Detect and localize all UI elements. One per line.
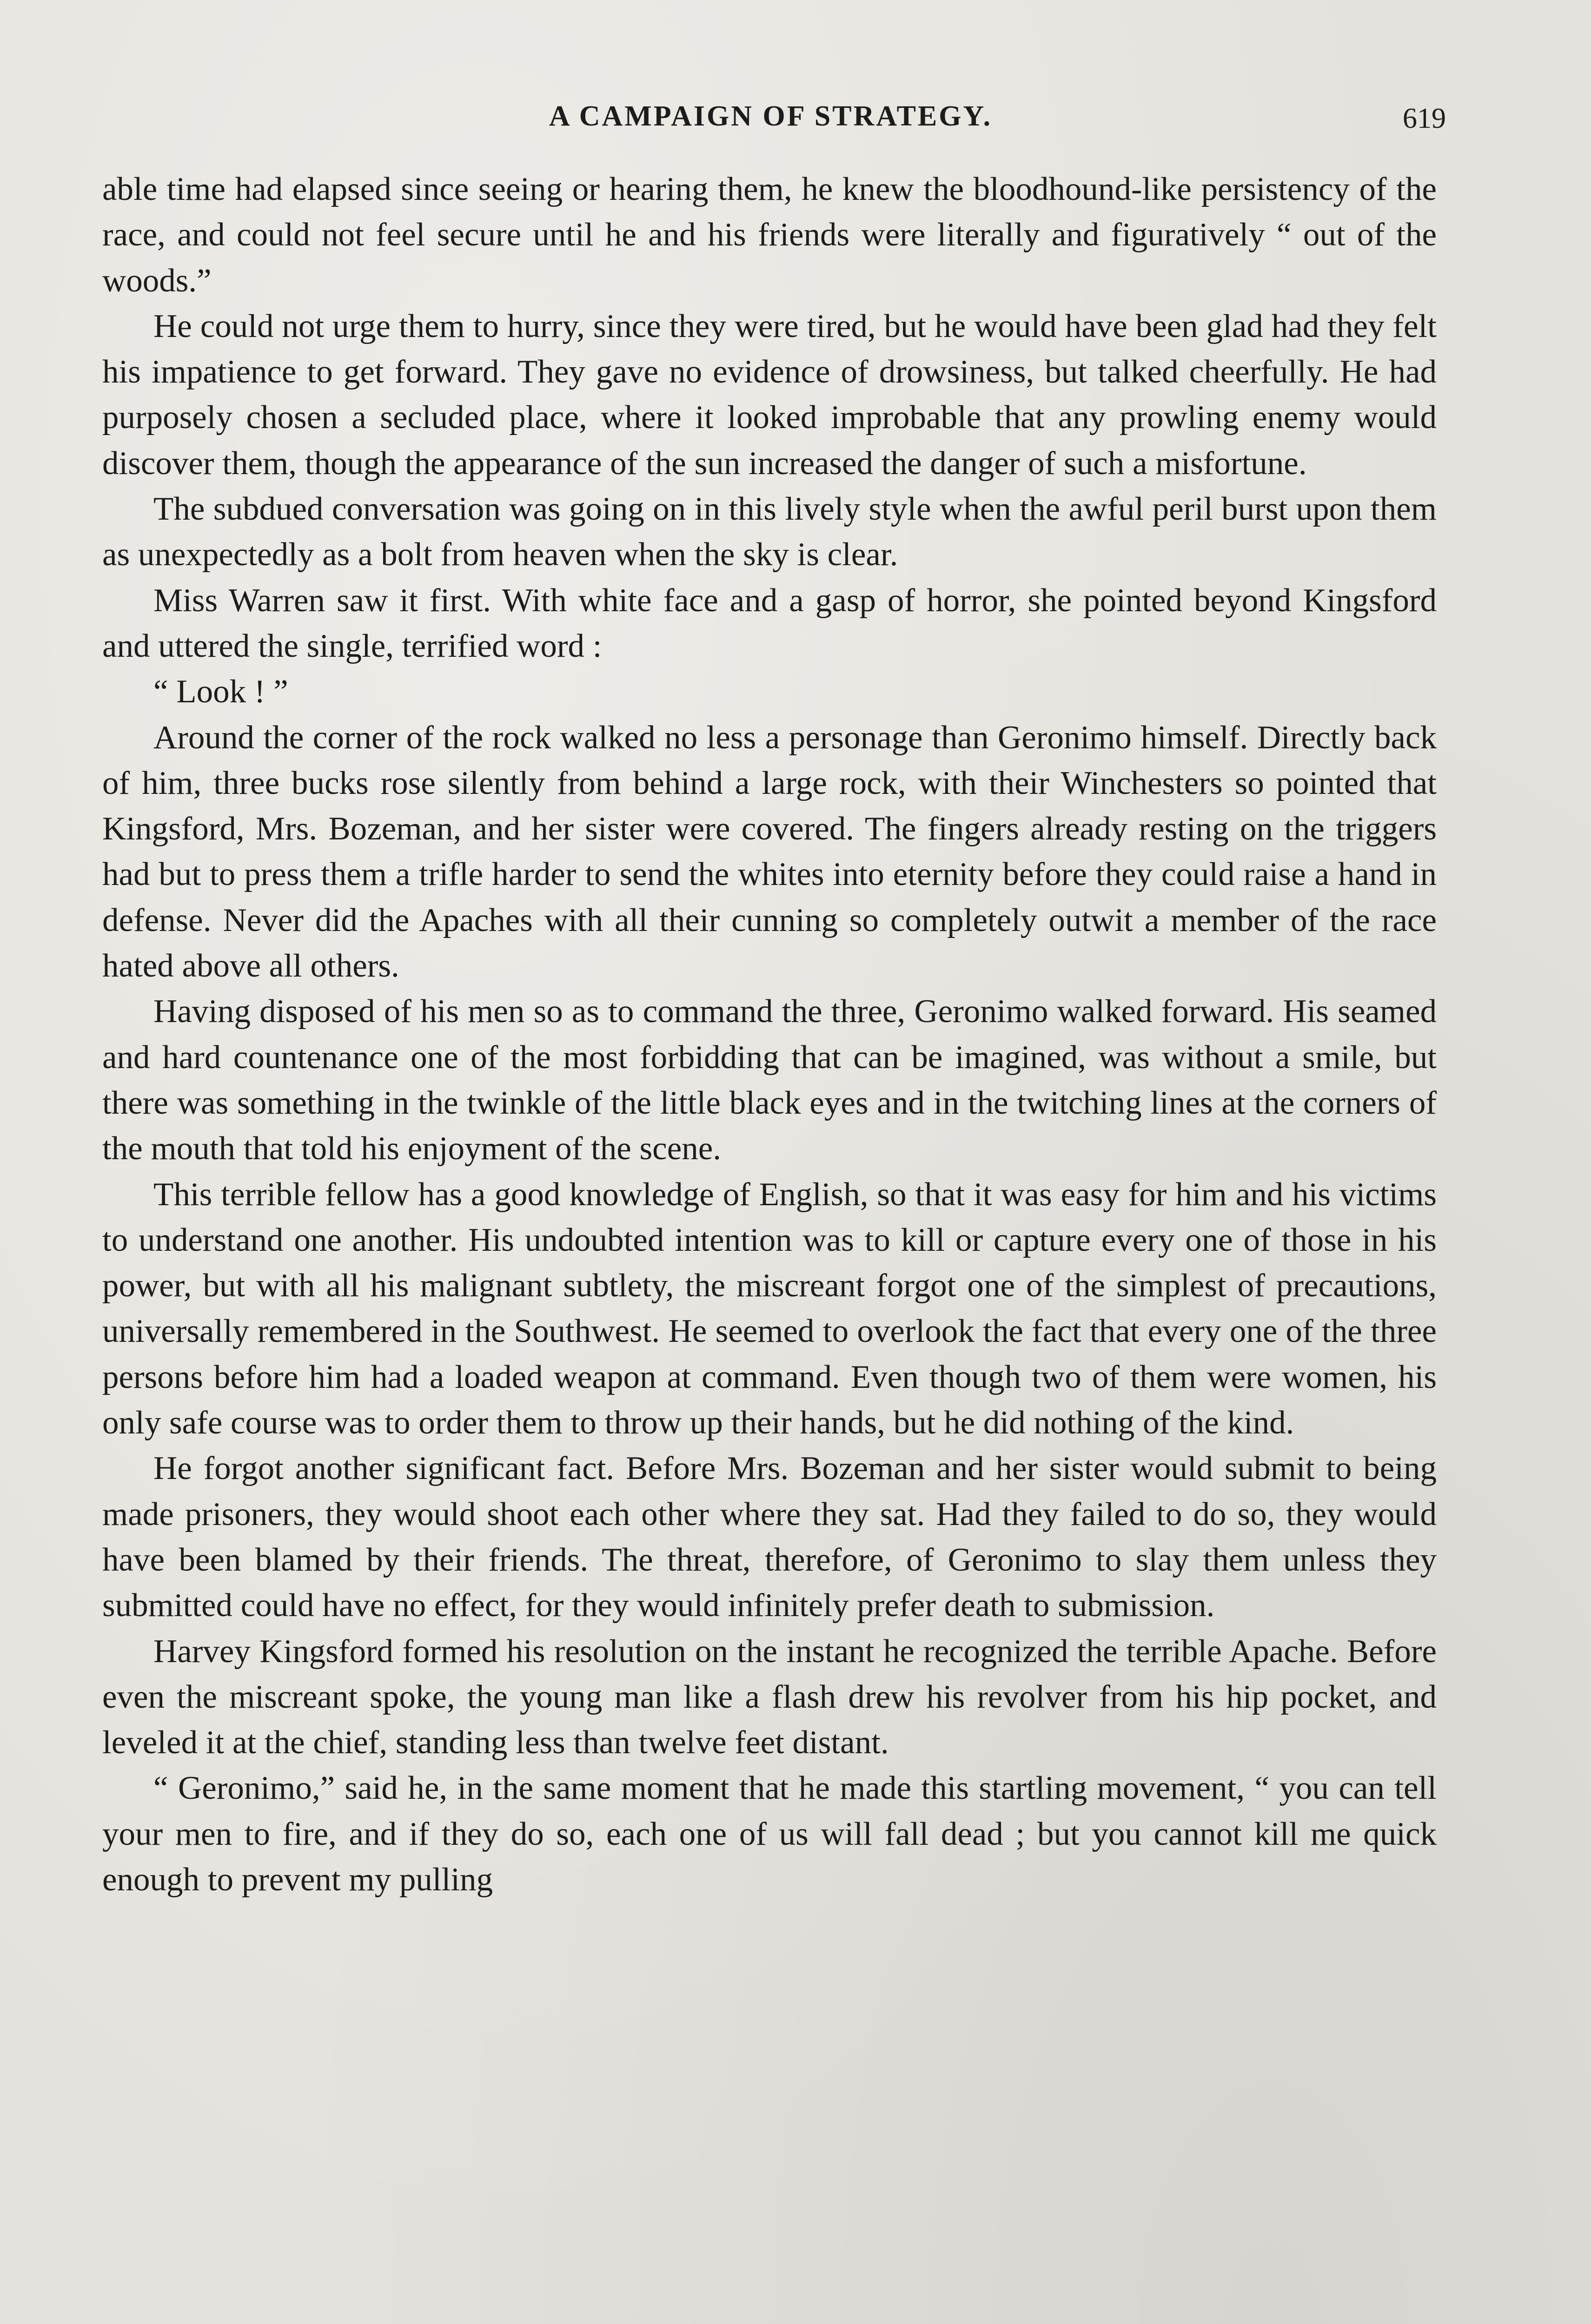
page-number: 619 (1403, 103, 1446, 134)
paragraph-2: He could not urge them to hurry, since they were tired, but he would have been glad had they felt his impatience to get forward. They gave no evidence of drowsiness, but talked cheerfully. He had purposely chosen a secluded place, where it looked improbable that any prowling enemy would discover them, though the appearance of the sun increased the danger of such a misfortune. (102, 308, 1437, 482)
body-text (102, 166, 1437, 1902)
running-head: A CAMPAIGN OF STRATEGY. (549, 100, 993, 132)
paragraph-4: Miss Warren saw it first. With white face and a gasp of horror, she pointed beyond Kingsford and uttered the single, terrified word : (102, 582, 1437, 664)
paragraph-6: Around the corner of the rock walked no less a personage than Geronimo himself. Directly back of him, three bucks rose silently from behind a large rock, with their Winchesters so pointed that Kingsford, Mrs. Bozeman, and her sister were covered. The fingers already resting on the triggers had but to press them a trifle harder to send the whites into eternity before they could raise a hand in defense. Never did the Apaches with all their cunning so completely outwit a member of the race hated above all others. (102, 719, 1437, 984)
paragraph-1: able time had elapsed since seeing or hearing them, he knew the bloodhound-like persistency of the race, and could not feel secure until he and his friends were literally and figuratively “ out of the woods.” (102, 171, 1437, 299)
paragraph-9: He forgot another significant fact. Before Mrs. Bozeman and her sister would submit to being made prisoners, they would shoot each other where they sat. Had they failed to do so, they would have been blamed by their friends. The threat, therefore, of Geronimo to slay them unless they submitted could have no effect, for they would infinitely prefer death to submission. (102, 1450, 1437, 1624)
paragraph-7: Having disposed of his men so as to command the three, Geronimo walked forward. His seamed and hard countenance one of the most forbidding that can be imagined, was without a smile, but there was something in the twinkle of the little black eyes and in the twitching lines at the corners of the mouth that told his enjoyment of the scene. (102, 993, 1437, 1167)
paragraph-8: This terrible fellow has a good knowledge of English, so that it was easy for him and his victims to understand one another. His undoubted intention was to kill or capture every one of those in his power, but with all his malignant subtlety, the miscreant forgot one of the simplest of precautions, universally remembered in the Southwest. He seemed to overlook the fact that every one of the three persons before him had a loaded weapon at command. Even though two of them were women, his only safe course was to order them to throw up their hands, but he did nothing of the kind. (102, 1176, 1437, 1441)
paragraph-10: Harvey Kingsford formed his resolution on the instant he recognized the terrible Apache. Before even the miscreant spoke, the young man like a flash drew his revolver from his hip pocket, and leveled it at the chief, standing less than twelve feet distant. (102, 1633, 1437, 1761)
paragraph-11: “ Geronimo,” said he, in the same moment that he made this startling movement, “ you can tell your men to fire, and if they do so, each one of us will fall dead ; but you cannot kill me quick enough to prevent my pulling (102, 1770, 1437, 1898)
page-header (105, 91, 1446, 146)
paragraph-3: The subdued conversation was going on in this lively style when the awful peril burst upon them as unexpectedly as a bolt from heaven when the sky is clear. (102, 491, 1437, 573)
paragraph-5: “ Look ! ” (153, 673, 288, 710)
